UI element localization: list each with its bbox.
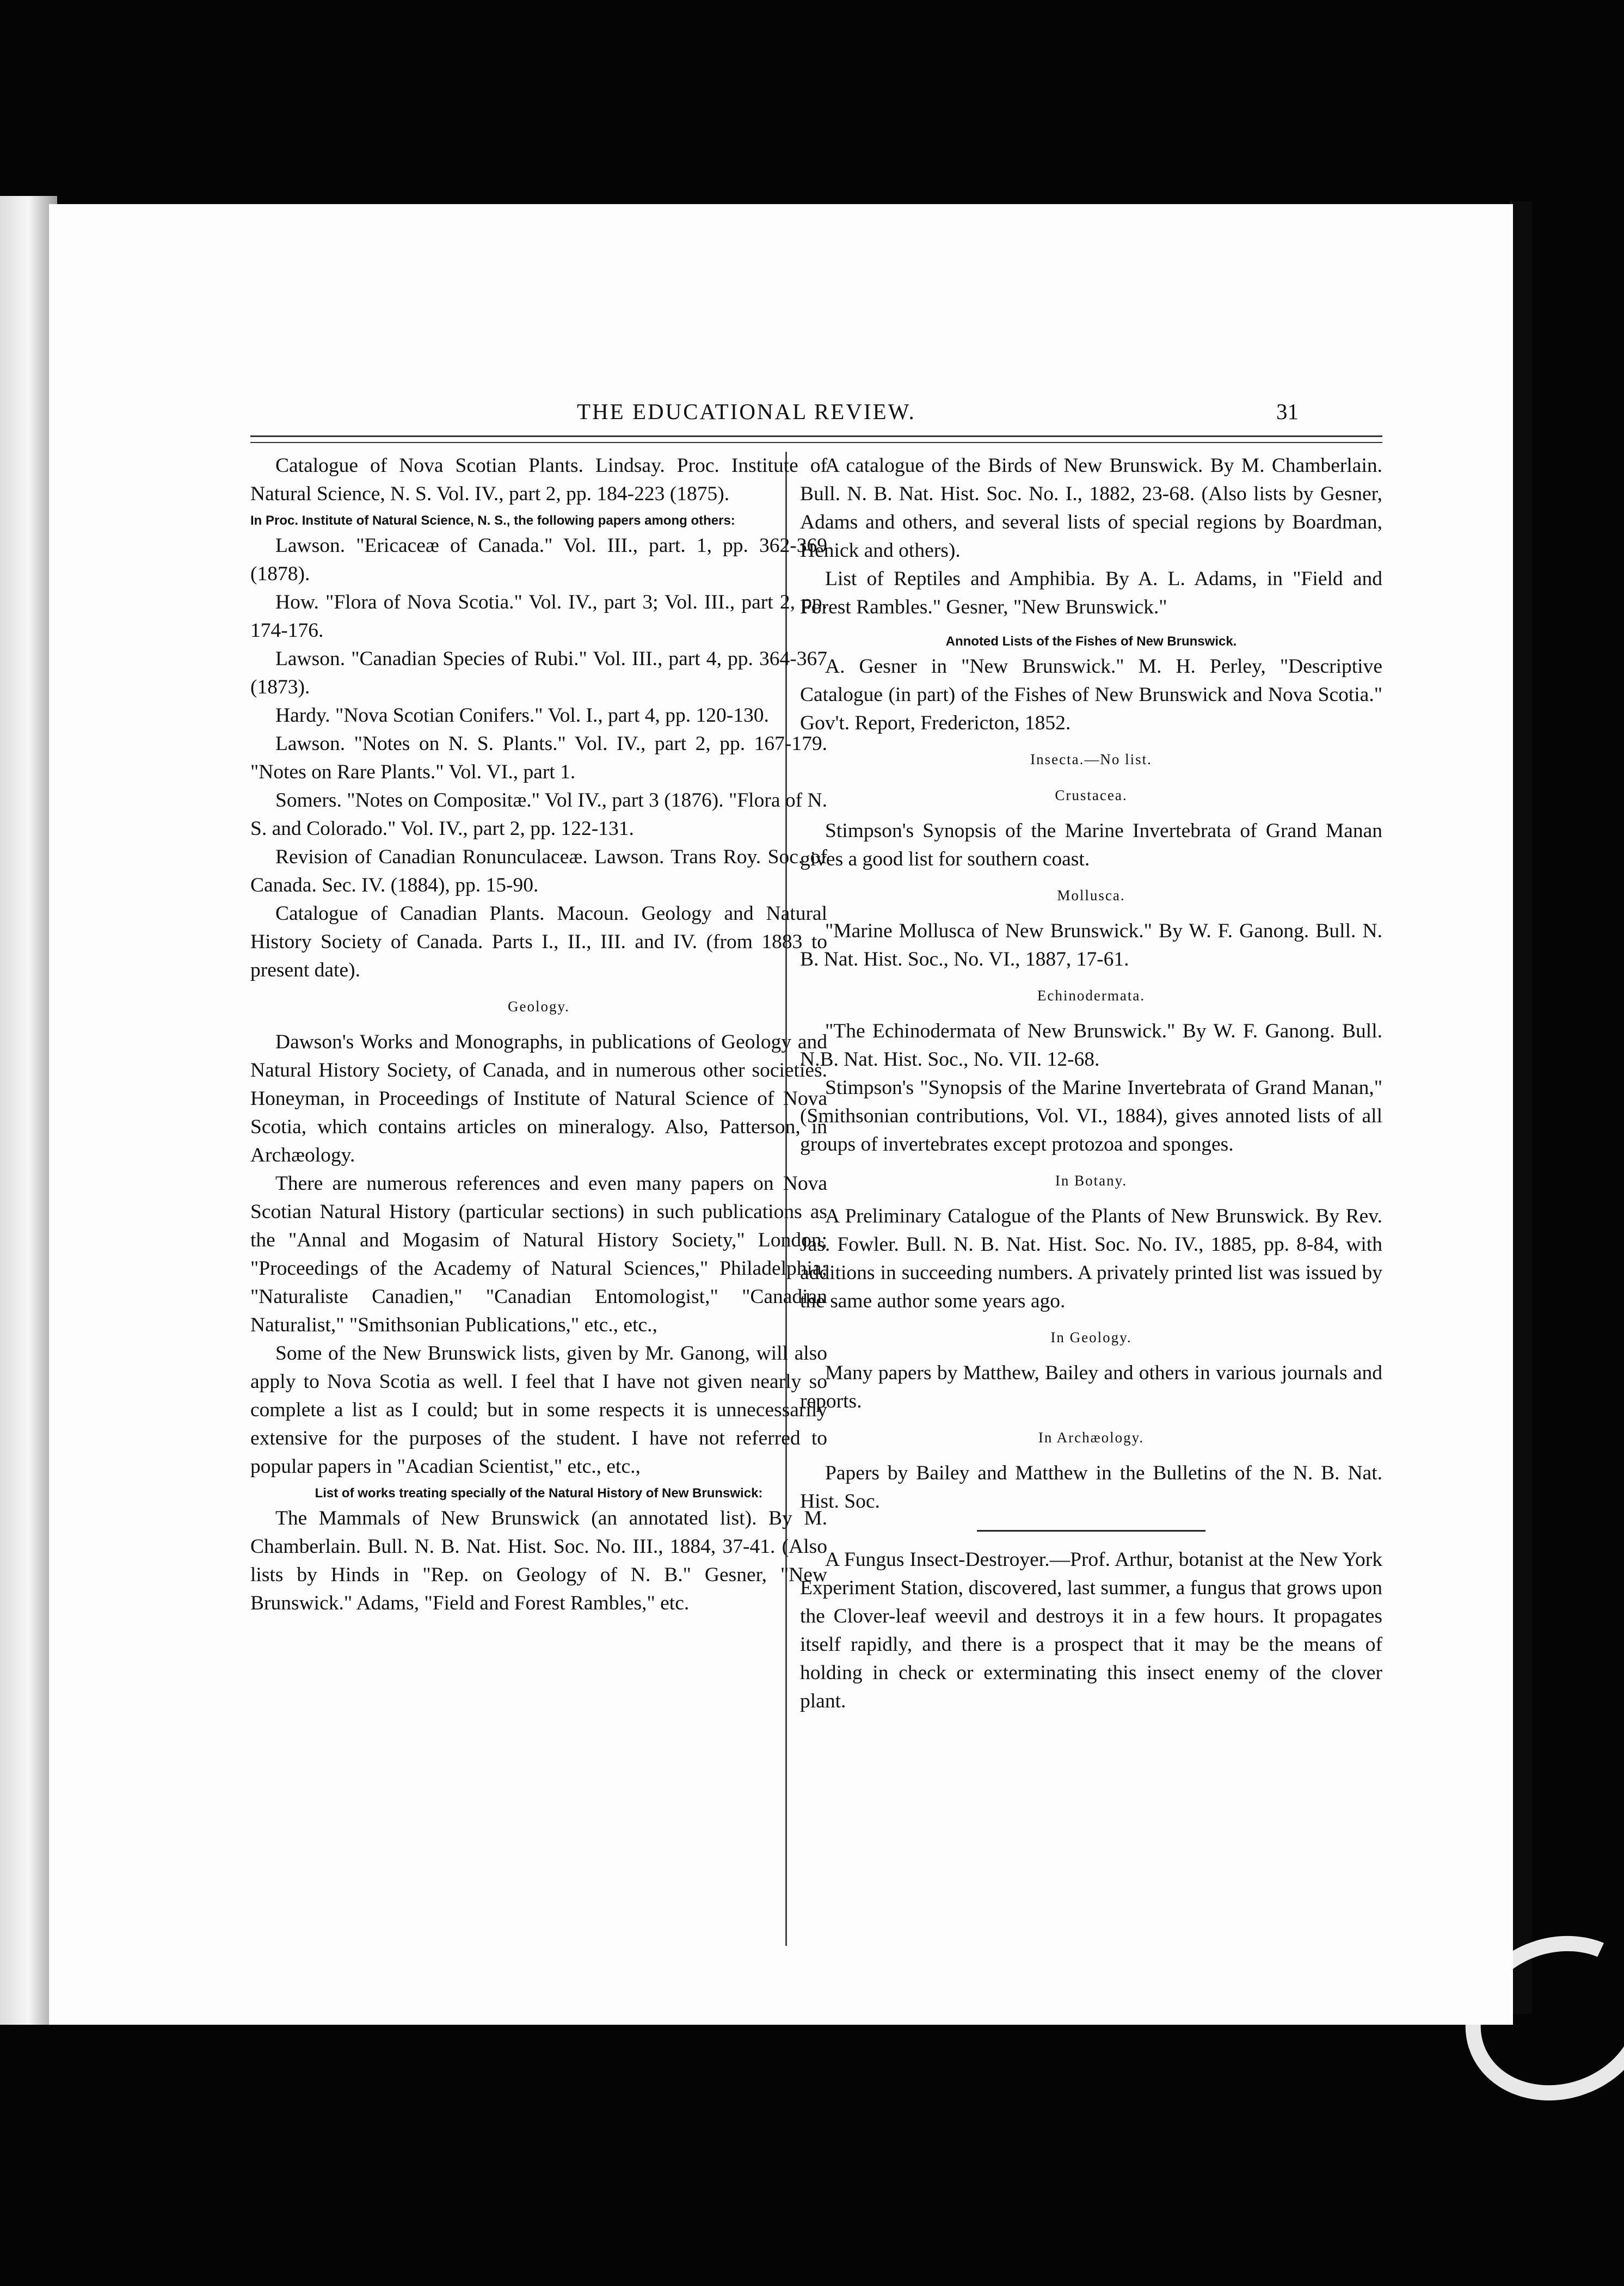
section-heading: Mollusca. bbox=[1057, 887, 1125, 904]
paragraph: Hardy. "Nova Scotian Conifers." Vol. I., part 4, pp. 120-130. bbox=[275, 704, 769, 727]
paragraph: Lawson. "Canadian Species of Rubi." Vol. III., part 4, pp. 364-367 (1873). bbox=[250, 648, 827, 698]
section-heading: In Archæology. bbox=[1038, 1429, 1145, 1446]
paragraph: List of Reptiles and Amphibia. By A. L. Adams, in "Field and Forest Rambles." Gesner, "New Brunswick." bbox=[800, 568, 1382, 618]
header-rule-top bbox=[250, 435, 1382, 437]
paragraph: Stimpson's Synopsis of the Marine Invertebrata of Grand Manan gives a good list for southern coast. bbox=[800, 820, 1382, 870]
paragraph: A Fungus Insect-Destroyer.—Prof. Arthur, botanist at the New York Experiment Station, discovered, last summer, a fungus that grows upon the Clover-leaf weevil and destroys it in a few hours. It propagates itself rapidly, and there is a prospect that it may be the means of holding in check or exterminating this insect enemy of the clover plant. bbox=[800, 1548, 1382, 1712]
paragraph: "Marine Mollusca of New Brunswick." By W. F. Ganong. Bull. N. B. Nat. Hist. Soc., No. VI., 1887, 17-61. bbox=[800, 920, 1382, 970]
journal-page bbox=[49, 204, 1513, 2025]
section-heading: Echinodermata. bbox=[1037, 987, 1146, 1004]
running-head bbox=[49, 398, 1513, 431]
paragraph: "The Echinodermata of New Brunswick." By W. F. Ganong. Bull. N.B. Nat. Hist. Soc., No. VII. 12-68. bbox=[800, 1020, 1382, 1071]
section-separator bbox=[977, 1530, 1205, 1532]
page-edge bbox=[1510, 201, 1532, 2014]
list-heading: In Proc. Institute of Natural Science, N. S., the following papers among others: bbox=[250, 513, 735, 528]
spacer bbox=[800, 622, 1382, 629]
paragraph: Lawson. "Notes on N. S. Plants." Vol. IV., part 2, pp. 167-179. "Notes on Rare Plants." Vol. VI., part 1. bbox=[250, 733, 827, 783]
paragraph: Lawson. "Ericaceæ of Canada." Vol. III., part. 1, pp. 362-369 (1878). bbox=[250, 534, 827, 585]
section-heading: Geology. bbox=[508, 998, 570, 1015]
right-column bbox=[800, 452, 1382, 1716]
section-heading: In Geology. bbox=[1050, 1329, 1132, 1345]
paragraph: How. "Flora of Nova Scotia." Vol. IV., part 3; Vol. III., part 2, pp. 174-176. bbox=[250, 591, 827, 642]
list-heading: List of works treating specially of the Natural History of New Brunswick: bbox=[315, 1486, 763, 1501]
paragraph: A catalogue of the Birds of New Brunswick. By M. Chamberlain. Bull. N. B. Nat. Hist. Soc. No. I., 1882, 23-68. (Also lists by Gesner, Adams and others, and several lists of special regions by Boardman, Henick and others). bbox=[800, 454, 1382, 562]
header-rule-bottom bbox=[250, 442, 1382, 443]
paragraph: Some of the New Brunswick lists, given by Mr. Ganong, will also apply to Nova Scotia as well. I feel that I have not given nearly so complete a list as I could; but in some respects it is unnecessarily extensive for the purposes of the student. I have not referred to popular papers in "Acadian Scientist," etc., etc., bbox=[250, 1342, 827, 1478]
section-heading: Crustacea. bbox=[1055, 787, 1128, 803]
paragraph: Stimpson's "Synopsis of the Marine Invertebrata of Grand Manan," (Smithsonian contributions, Vol. VI., 1884), gives annoted lists of all groups of invertebrates except protozoa and sponges. bbox=[800, 1077, 1382, 1156]
section-heading: Insecta.—No list. bbox=[1030, 751, 1152, 767]
paragraph: The Mammals of New Brunswick (an annotated list). By M. Chamberlain. Bull. N. B. Nat. Hist. Soc. No. III., 1884, 37-41. (Also lists by Hinds in "Rep. on Geology of N. B." Gesner, "New Brunswick." Adams, "Field and Forest Rambles," etc. bbox=[250, 1507, 827, 1614]
page-number: 31 bbox=[1276, 399, 1299, 424]
paragraph: Catalogue of Nova Scotian Plants. Lindsay. Proc. Institute of Natural Science, N. S. Vol. IV., part 2, pp. 184-223 (1875). bbox=[250, 454, 827, 505]
paragraph: A. Gesner in "New Brunswick." M. H. Perley, "Descriptive Catalogue (in part) of the Fishes of New Brunswick and Nova Scotia." Gov't. Report, Fredericton, 1852. bbox=[800, 655, 1382, 734]
paragraph: Many papers by Matthew, Bailey and others in various journals and reports. bbox=[800, 1362, 1382, 1412]
paragraph: Dawson's Works and Monographs, in publications of Geology and Natural History Society, of Canada, and in numerous other societies. Honeyman, in Proceedings of Institute of Natural Science of Nova Scotia, which contains articles on mineralogy. Also, Patterson, in Archæology. bbox=[250, 1031, 827, 1166]
paragraph: Catalogue of Canadian Plants. Macoun. Geology and Natural History Society of Canada. Parts I., II., III. and IV. (from 1883 to present date). bbox=[250, 902, 827, 981]
paragraph: Somers. "Notes on Compositæ." Vol IV., part 3 (1876). "Flora of N. S. and Colorado." Vol. IV., part 2, pp. 122-131. bbox=[250, 789, 827, 840]
journal-title: THE EDUCATIONAL REVIEW. bbox=[577, 399, 916, 424]
paragraph: There are numerous references and even many papers on Nova Scotian Natural History (particular sections) in such publications as the "Annal and Mogasim of Natural History Society," London; "Proceedings of the Academy of Natural Sciences," Philadelphia; "Naturaliste Canadien," "Canadian Entomologist," "Canadian Naturalist," "Smithsonian Publications," etc., etc., bbox=[250, 1172, 827, 1336]
paragraph: Papers by Bailey and Matthew in the Bulletins of the N. B. Nat. Hist. Soc. bbox=[800, 1462, 1382, 1513]
paragraph: Revision of Canadian Ronunculaceæ. Lawson. Trans Roy. Soc. of Canada. Sec. IV. (1884), pp. 15-90. bbox=[250, 846, 827, 896]
paragraph: A Preliminary Catalogue of the Plants of New Brunswick. By Rev. Jas. Fowler. Bull. N. B. Nat. Hist. Soc. No. IV., 1885, pp. 8-84, with additions in succeeding numbers. A privately printed list was issued by the same author some years ago. bbox=[800, 1205, 1382, 1312]
section-heading: In Botany. bbox=[1055, 1172, 1128, 1189]
left-column bbox=[250, 452, 827, 1618]
list-heading: Annoted Lists of the Fishes of New Brunswick. bbox=[945, 634, 1237, 649]
